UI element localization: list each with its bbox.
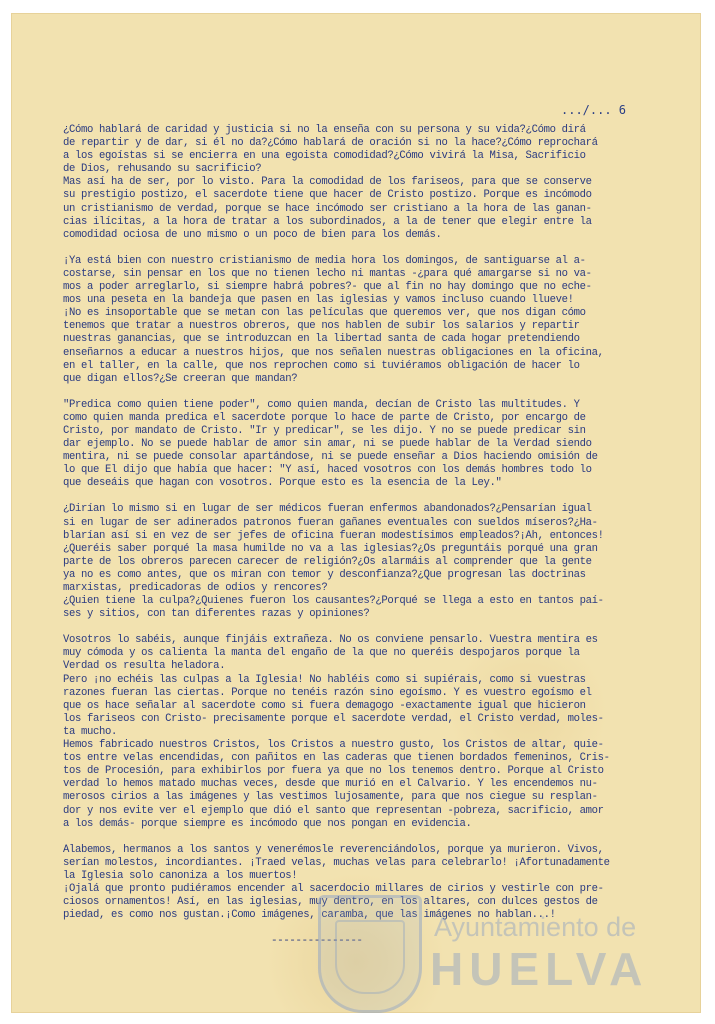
paragraph-7: Alabemos, hermanos a los santos y venerémosle reverenciándolos, porque ya murieron. Vivos, serían molestos, incordiantes. ¡Traed velas, muchas velas para celebrarlo! ¡Afortunadamente la Iglesia solo canoniza a los muertos! ¡Ojalá que pronto pudiéramos encender al sacerdocio millares de cirios y vestirle con pre- ciosos ornamentos! Así, en las iglesias, muy dentro, en los altares, con dulces gestos de piedad, es como nos gustan.¡Como imágenes, caramba, que las imágenes no hablan...!: [63, 843, 610, 922]
watermark-line1: Ayuntamiento de: [434, 912, 637, 942]
watermark-shield-icon: [318, 895, 422, 1013]
page-number: .../... 6: [561, 103, 627, 117]
paragraph-5: ¿Dirían lo mismo si en lugar de ser médicos fueran enfermos abandonados?¿Pensarían igual si en lugar de ser adinerados patronos fueran gañanes eventuales con sueldos míseros?¿Ha- blarían así si en vez de ser jefes de oficina fueran modestísimos empleados?¡Ah, entonces! ¿Queréis saber porqué la masa humilde no va a las iglesias?¿Os preguntáis porqué una gran parte de los obreros parecen carecer de religión?¿Os alarmáis al comprender que la gente ya no es como antes, que os miran con temor y desconfianza?¿Que progresan las doctrinas marxistas, predicadoras de odios y rencores? ¿Quien tiene la culpa?¿Quienes fueron los causantes?¿Porqué se llega a esto en tantos paí- ses y sitios, con tan diferentes razas y opiniones?: [63, 503, 604, 621]
closing-rule: ---------------: [271, 935, 363, 947]
paragraph-1: ¿Cómo hablará de caridad y justicia si no la enseña con su persona y su vida?¿Cómo dirá de repartir y de dar, si él no da?¿Cómo hablará de oración si no la hace?¿Cómo reprochará a los egoístas si se encierra en una egoista comodidad?¿Cómo vivirá la Misa, Sacrificio de Dios, rehusando su sacrificio?: [63, 124, 598, 176]
paragraph-4: "Predica como quien tiene poder", como quien manda, decían de Cristo las multitudes. Y como quien manda predica el sacerdote porque lo hace de parte de Cristo, por encargo de Cristo, por mandato de Cristo. "Ir y predicar", se les dijo. Y no se puede predicar sin dar ejemplo. No se puede hablar de amor sin amar, ni se puede hablar de la Verdad siendo mentira, ni se puede consolar apartándose, ni se puede enseñar a Dios haciendo omisión de lo que El dijo que había que hacer: "Y así, haced vosotros con los demás hombres todo lo que deseáis que hagan con vosotros. Porque esto es la esencia de la Ley.": [63, 398, 598, 490]
paragraph-3: ¡Ya está bien con nuestro cristianismo de media hora los domingos, de santiguarse al a- costarse, sin pensar en los que no tienen lecho ni mantas -¿para qué amargarse si no va- mos a poder arreglarlo, si siempre habrá pobres?- que al fin no hay domingo que no eche- mos una peseta en la bandeja que pasen en las iglesias y vamos incluso cuando llueve! ¡No es insoportable que se metan con las películas que queremos ver, que nos digan cómo tenemos que tratar a nuestros obreros, que nos hablen de subir los salarios y repartir nuestras ganancias, que se introduzcan en la libertad santa de cada hogar pretendiendo enseñarnos a educar a nuestros hijos, que nos señalen nuestras obligaciones en la oficina, en el taller, en la calle, que nos reprochen como si tuviéramos obligación de hacer lo que digan ellos?¿Se creeran que mandan?: [63, 254, 604, 385]
watermark-line2: HUELVA: [430, 943, 649, 995]
paragraph-6: Vosotros lo sabéis, aunque finjáis extrañeza. No os conviene pensarlo. Vuestra mentira es muy cómoda y os calienta la manta del engaño de la que no queréis despojaros porque la Verdad os resulta heladora. Pero ¡no echéis las culpas a la Iglesia! No habléis como si supiérais, como si vuestras razones fueran las ciertas. Porque no tenéis razón sino egoísmo. Y es vuestro egoísmo el que os hace señalar al sacerdote como si fuera demagogo -exactamente igual que hicieron los fariseos con Cristo- precisamente porque el sacerdote verdad, el Cristo verdad, moles- ta mucho. Hemos fabricado nuestros Cristos, los Cristos a nuestro gusto, los Cristos de altar, quie- tos entre velas encendidas, con pañitos en las caderas que tienen bordados femeninos, Cris- tos de Procesión, para exhibirlos por fuera ya que no los tenemos dentro. Porque al Cristo verdad lo hemos matado muchas veces, desde que murió en el Calvario. Y les encendemos nu- merosos cirios a las imágenes y las vestimos lujosamente, para que nos ciegue su resplan- dor y nos evite ver el ejemplo que dió el santo que representan -pobreza, sacrificio, amor a los demás- porque siempre es incómodo que nos pongan en evidencia.: [63, 634, 610, 830]
paragraph-2: Mas así ha de ser, por lo visto. Para la comodidad de los fariseos, para que se conserve su prestigio postizo, el sacerdote tiene que hacer de Cristo postizo. Porque es incómodo un cristianismo de verdad, porque se hace incómodo ser cristiano a la hora de las ganan- cias ilícitas, a la hora de tratar a los subordinados, a la de tener que elegir entre la comodidad ociosa de uno mismo o un poco de bien para los demás.: [63, 176, 592, 241]
typed-text-body: [63, 124, 663, 922]
